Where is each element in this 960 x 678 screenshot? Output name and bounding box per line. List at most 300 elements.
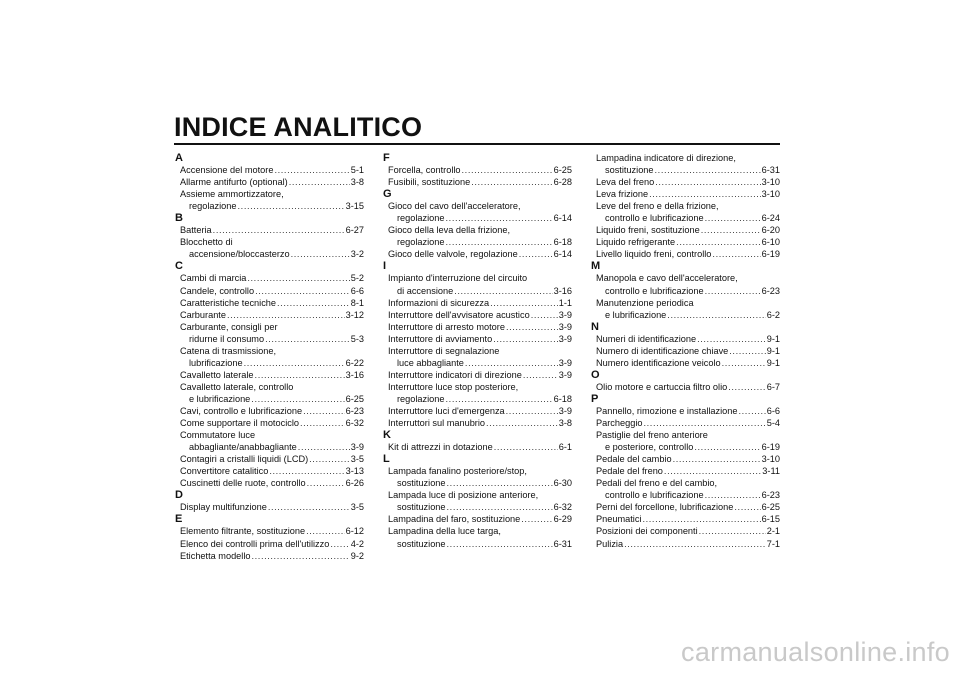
- dot-leader: [446, 236, 553, 248]
- page-number: 6-14: [553, 249, 572, 260]
- entry-text: Lampada luce di posizione anteriore,: [388, 490, 539, 501]
- page-number: 6-23: [761, 490, 780, 501]
- index-entry: [384, 405, 572, 417]
- dot-leader: [238, 200, 345, 212]
- entry-text: Lampadina della luce targa,: [388, 526, 501, 537]
- dot-leader: [624, 538, 766, 550]
- entry-text: Elenco dei controlli prima dell'utilizzo: [180, 538, 330, 549]
- entry-text: e lubrificazione: [189, 393, 251, 404]
- index-entry: [384, 248, 572, 260]
- entry-line: [180, 525, 364, 537]
- entry-line: [388, 176, 572, 188]
- entry-text: Lampadina del faro, sostituzione: [388, 514, 521, 525]
- entry-text: Livello liquido freni, controllo: [596, 249, 712, 260]
- entry-line: [180, 405, 364, 417]
- dot-leader: [701, 224, 761, 236]
- index-section: [592, 321, 780, 369]
- entry-line: [180, 501, 364, 513]
- entry-text: Catena di trasmissione,: [180, 345, 277, 356]
- page-number: 3-5: [350, 454, 364, 465]
- entry-line: [388, 441, 572, 453]
- entry-text: Interruttore luce stop posteriore,: [388, 381, 519, 392]
- entry-line: [180, 453, 364, 465]
- index-entry: [592, 429, 780, 453]
- page-number: 2-1: [766, 526, 780, 537]
- index-entry: [384, 345, 572, 369]
- index-entry: [592, 501, 780, 513]
- entry-text: lubrificazione: [189, 357, 243, 368]
- dot-leader: [471, 176, 552, 188]
- entry-line: [388, 393, 572, 405]
- page-number: 6-2: [766, 309, 780, 320]
- page-number: 6-25: [761, 502, 780, 513]
- page-number: 6-25: [553, 165, 572, 176]
- entry-line: [180, 393, 364, 405]
- section-letter: I: [383, 260, 387, 273]
- entry-line: [596, 236, 780, 248]
- entry-line: [180, 333, 364, 345]
- dot-leader: [277, 297, 350, 309]
- section-letter: F: [383, 152, 390, 164]
- dot-leader: [300, 417, 345, 429]
- entry-text: Assieme ammortizzatore,: [180, 189, 284, 200]
- index-entry: [384, 333, 572, 345]
- page-number: 6-28: [553, 177, 572, 188]
- dot-leader: [247, 272, 349, 284]
- dot-leader: [447, 477, 553, 489]
- entry-line: [180, 429, 364, 441]
- dot-leader: [705, 489, 761, 501]
- entry-line: [388, 345, 572, 357]
- section-letter: C: [175, 260, 183, 273]
- dot-leader: [330, 538, 349, 550]
- entry-text: Impianto d'interruzione del circuito: [388, 273, 528, 284]
- entry-text: Carburante, consigli per: [180, 321, 278, 332]
- entry-line: [596, 357, 780, 369]
- entry-text: di accensione: [397, 285, 454, 296]
- entry-line: [596, 477, 780, 489]
- entry-text: Cavalletto laterale: [180, 369, 254, 380]
- page-number: 3-9: [350, 442, 364, 453]
- page-number: 6-19: [761, 442, 780, 453]
- index-entry: [176, 297, 364, 309]
- entry-line: [388, 381, 572, 393]
- entry-text: Allarme antifurto (optional): [180, 177, 288, 188]
- entry-line: [388, 489, 572, 501]
- section-letter: O: [591, 368, 600, 381]
- index-entry: [384, 381, 572, 405]
- entry-text: ridurne il consumo: [189, 333, 265, 344]
- entry-text: Kit di attrezzi in dotazione: [388, 442, 493, 453]
- entry-line: [180, 188, 364, 200]
- entry-text: Interruttore dell'avvisatore acustico: [388, 309, 530, 320]
- entry-line: [388, 224, 572, 236]
- index-entry: [176, 188, 364, 212]
- index-entry: [592, 224, 780, 236]
- entry-line: [596, 309, 780, 321]
- dot-leader: [493, 333, 558, 345]
- page-number: 6-6: [766, 405, 780, 416]
- entry-text: Pannello, rimozione e installazione: [596, 405, 738, 416]
- section-letter: L: [383, 453, 390, 466]
- page-number: 5-1: [350, 165, 364, 176]
- dot-leader: [269, 465, 344, 477]
- dot-leader: [664, 465, 761, 477]
- entry-line: [388, 321, 572, 333]
- dot-leader: [291, 248, 350, 260]
- entry-text: Pedali del freno e del cambio,: [596, 478, 718, 489]
- entry-text: Pedale del cambio: [596, 454, 672, 465]
- index-entry: [592, 477, 780, 501]
- page-number: 6-7: [766, 381, 780, 392]
- page-number: 6-19: [761, 249, 780, 260]
- index-entry: [176, 538, 364, 550]
- entry-line: [388, 200, 572, 212]
- index-entry: [592, 405, 780, 417]
- page-number: 6-1: [558, 442, 572, 453]
- entry-text: Interruttore di avviamento: [388, 333, 493, 344]
- page-number: 8-1: [350, 297, 364, 308]
- entry-text: Fusibili, sostituzione: [388, 177, 471, 188]
- entry-text: Elemento filtrante, sostituzione: [180, 526, 306, 537]
- dot-leader: [655, 164, 761, 176]
- entry-line: [388, 212, 572, 224]
- entry-line: [596, 405, 780, 417]
- index-entry: [384, 489, 572, 513]
- entry-line: [180, 538, 364, 550]
- dot-leader: [738, 405, 765, 417]
- entry-text: Convertitore catalitico: [180, 466, 269, 477]
- entry-line: [180, 477, 364, 489]
- index-entry: [592, 176, 780, 188]
- dot-leader: [667, 309, 765, 321]
- page-number: 3-11: [762, 466, 780, 477]
- entry-line: [388, 525, 572, 537]
- entry-line: [180, 200, 364, 212]
- index-entry: [176, 429, 364, 453]
- entry-line: [596, 441, 780, 453]
- entry-text: regolazione: [397, 213, 445, 224]
- entry-line: [388, 164, 572, 176]
- entry-line: [596, 272, 780, 284]
- entry-text: Gioco del cavo dell'acceleratore,: [388, 201, 521, 212]
- index-entry: [384, 272, 572, 296]
- index-section: [176, 152, 364, 212]
- index-entry: [176, 272, 364, 284]
- entry-line: [596, 164, 780, 176]
- dot-leader: [673, 453, 761, 465]
- page-number: 5-2: [350, 273, 364, 284]
- dot-leader: [519, 248, 553, 260]
- index-entry: [592, 538, 780, 550]
- dot-leader: [303, 405, 345, 417]
- page-number: 3-2: [350, 249, 364, 260]
- dot-leader: [268, 501, 350, 513]
- entry-text: Pneumatici: [596, 514, 642, 525]
- entry-text: Contagiri a cristalli liquidi (LCD): [180, 454, 309, 465]
- index-entry: [592, 188, 780, 200]
- section-letter: P: [591, 392, 599, 405]
- entry-line: [388, 417, 572, 429]
- dot-leader: [728, 381, 765, 393]
- entry-text: Candele, controllo: [180, 285, 255, 296]
- index-entry: [176, 321, 364, 345]
- entry-text: Pastiglie del freno anteriore: [596, 430, 708, 441]
- entry-line: [388, 369, 572, 381]
- dot-leader: [490, 297, 558, 309]
- page-number: 6-10: [761, 237, 780, 248]
- page-number: 9-1: [766, 357, 780, 368]
- entry-text: Cuscinetti delle ruote, controllo: [180, 478, 306, 489]
- index-entry: [176, 465, 364, 477]
- entry-text: sostituzione: [397, 538, 446, 549]
- index-entry: [176, 309, 364, 321]
- page-number: 6-24: [761, 213, 780, 224]
- page-number: 6-23: [345, 405, 364, 416]
- page-number: 6-30: [553, 478, 572, 489]
- entry-line: [596, 285, 780, 297]
- entry-line: [596, 465, 780, 477]
- entry-text: Manopola e cavo dell'acceleratore,: [596, 273, 738, 284]
- index-entry: [384, 224, 572, 248]
- dot-leader: [447, 501, 553, 513]
- entry-line: [180, 236, 364, 248]
- section-letter: G: [383, 188, 392, 201]
- entry-text: Leva frizione: [596, 189, 649, 200]
- index-entry: [592, 200, 780, 224]
- dot-leader: [734, 501, 760, 513]
- entry-text: Etichetta modello: [180, 550, 251, 561]
- index-entry: [384, 297, 572, 309]
- entry-line: [596, 417, 780, 429]
- entry-line: [180, 550, 364, 562]
- entry-text: luce abbagliante: [397, 357, 464, 368]
- index-entry: [176, 236, 364, 260]
- entry-text: regolazione: [397, 393, 445, 404]
- entry-text: Pedale del freno: [596, 466, 663, 477]
- entry-line: [388, 297, 572, 309]
- entry-text: controllo e lubrificazione: [605, 213, 704, 224]
- entry-line: [596, 333, 780, 345]
- page-number: 6-22: [345, 357, 364, 368]
- entry-text: Liquido freni, sostituzione: [596, 225, 700, 236]
- entry-line: [180, 381, 364, 393]
- page-number: 3-12: [345, 309, 364, 320]
- entry-text: controllo e lubrificazione: [605, 285, 704, 296]
- index-entry: [176, 164, 364, 176]
- dot-leader: [694, 441, 760, 453]
- entry-line: [596, 297, 780, 309]
- page-number: 3-9: [558, 405, 572, 416]
- entry-line: [388, 236, 572, 248]
- index-section: [592, 260, 780, 320]
- entry-line: [388, 477, 572, 489]
- dot-leader: [712, 248, 760, 260]
- dot-leader: [274, 164, 349, 176]
- entry-text: Olio motore e cartuccia filtro olio: [596, 381, 728, 392]
- entry-line: [180, 465, 364, 477]
- entry-text: Leva del freno: [596, 177, 655, 188]
- page-number: 6-32: [345, 418, 364, 429]
- entry-text: Liquido refrigerante: [596, 237, 676, 248]
- entry-line: [596, 188, 780, 200]
- dot-leader: [531, 309, 558, 321]
- index-entry: [384, 176, 572, 188]
- entry-line: [180, 224, 364, 236]
- index-entry: [176, 369, 364, 381]
- dot-leader: [255, 369, 345, 381]
- watermark: carmanualsonline.info: [681, 637, 950, 667]
- entry-line: [388, 309, 572, 321]
- entry-line: [388, 501, 572, 513]
- entry-text: Lampada fanalino posteriore/stop,: [388, 466, 527, 477]
- entry-text: accensione/bloccasterzo: [189, 249, 290, 260]
- dot-leader: [446, 393, 553, 405]
- dot-leader: [705, 285, 761, 297]
- entry-text: Interruttore di segnalazione: [388, 345, 500, 356]
- page-number: 7-1: [766, 538, 780, 549]
- entry-text: Numeri di identificazione: [596, 333, 697, 344]
- section-letter: N: [591, 320, 599, 333]
- index-entry: [176, 224, 364, 236]
- index-entry: [176, 405, 364, 417]
- entry-text: Leve del freno e della frizione,: [596, 201, 719, 212]
- entry-line: [596, 345, 780, 357]
- section-letter: E: [175, 513, 183, 526]
- page-number: 6-23: [761, 285, 780, 296]
- entry-text: controllo e lubrificazione: [605, 490, 704, 501]
- entry-line: [180, 441, 364, 453]
- index-entry: [176, 285, 364, 297]
- dot-leader: [465, 357, 558, 369]
- index-section: [176, 212, 364, 260]
- index-entry: [592, 453, 780, 465]
- page-number: 5-3: [350, 333, 364, 344]
- entry-line: [180, 417, 364, 429]
- index-entry: [592, 417, 780, 429]
- page-number: 6-6: [350, 285, 364, 296]
- dot-leader: [506, 405, 558, 417]
- entry-line: [596, 525, 780, 537]
- entry-line: [596, 248, 780, 260]
- index-entry: [176, 381, 364, 405]
- dot-leader: [446, 212, 553, 224]
- entry-line: [180, 176, 364, 188]
- index-section: [384, 429, 572, 453]
- dot-leader: [255, 285, 350, 297]
- dot-leader: [244, 357, 345, 369]
- index-section: [384, 152, 572, 188]
- dot-leader: [447, 538, 553, 550]
- index-section: [176, 260, 364, 489]
- dot-leader: [251, 393, 344, 405]
- index-entry: [176, 176, 364, 188]
- entry-line: [596, 453, 780, 465]
- entry-text: Batteria: [180, 225, 212, 236]
- page-number: 3-9: [558, 369, 572, 380]
- entry-line: [596, 513, 780, 525]
- page-number: 3-9: [558, 321, 572, 332]
- entry-text: abbagliante/anabbagliante: [189, 442, 297, 453]
- entry-line: [388, 357, 572, 369]
- dot-leader: [643, 417, 765, 429]
- dot-leader: [289, 176, 350, 188]
- page-number: 3-8: [558, 418, 572, 429]
- section-letter: B: [175, 212, 183, 225]
- dot-leader: [676, 236, 760, 248]
- index-entry: [592, 333, 780, 345]
- entry-text: Caratteristiche tecniche: [180, 297, 277, 308]
- entry-line: [596, 212, 780, 224]
- entry-line: [180, 357, 364, 369]
- entry-text: Gioco della leva della frizione,: [388, 225, 511, 236]
- index-section: [592, 393, 780, 550]
- page-number: 4-2: [350, 538, 364, 549]
- page-number: 3-9: [558, 333, 572, 344]
- entry-line: [388, 405, 572, 417]
- dot-leader: [523, 369, 558, 381]
- entry-text: Perni del forcellone, lubrificazione: [596, 502, 734, 513]
- index-entry: [384, 465, 572, 489]
- index-entry: [384, 513, 572, 525]
- page-number: 6-29: [553, 514, 572, 525]
- entry-line: [180, 297, 364, 309]
- index-entry: [592, 248, 780, 260]
- dot-leader: [642, 513, 760, 525]
- page-number: 6-18: [553, 237, 572, 248]
- index-column-3: [592, 152, 780, 550]
- entry-line: [388, 538, 572, 550]
- entry-line: [180, 321, 364, 333]
- index-entry: [176, 525, 364, 537]
- section-letter: A: [175, 152, 183, 164]
- index-entry: [384, 441, 572, 453]
- dot-leader: [649, 188, 761, 200]
- dot-leader: [213, 224, 345, 236]
- index-entry: [176, 550, 364, 562]
- entry-text: Come supportare il motociclo: [180, 418, 299, 429]
- dot-leader: [265, 333, 350, 345]
- dot-leader: [306, 525, 344, 537]
- page-number: 3-9: [558, 357, 572, 368]
- index-section: [176, 489, 364, 513]
- entry-line: [596, 152, 780, 164]
- dot-leader: [227, 309, 345, 321]
- page-number: 3-15: [345, 201, 364, 212]
- page-number: 3-16: [553, 285, 572, 296]
- page-number: 3-13: [345, 466, 364, 477]
- entry-text: Cavi, controllo e lubrificazione: [180, 405, 303, 416]
- page-number: 5-4: [766, 418, 780, 429]
- page-number: 6-26: [345, 478, 364, 489]
- index-entry: [592, 152, 780, 176]
- entry-text: sostituzione: [605, 165, 654, 176]
- index-section: [384, 188, 572, 260]
- dot-leader: [309, 453, 350, 465]
- index-entry: [384, 417, 572, 429]
- page-number: 9-1: [766, 333, 780, 344]
- page-number: 3-5: [350, 502, 364, 513]
- entry-text: Gioco delle valvole, regolazione: [388, 249, 518, 260]
- index-entry: [384, 200, 572, 224]
- index-entry: [592, 381, 780, 393]
- entry-text: Manutenzione periodica: [596, 297, 694, 308]
- entry-text: Interruttore indicatori di direzione: [388, 369, 522, 380]
- page-number: 6-20: [761, 225, 780, 236]
- dot-leader: [298, 441, 350, 453]
- section-letter: K: [383, 429, 391, 442]
- entry-text: Interruttore luci d'emergenza: [388, 405, 505, 416]
